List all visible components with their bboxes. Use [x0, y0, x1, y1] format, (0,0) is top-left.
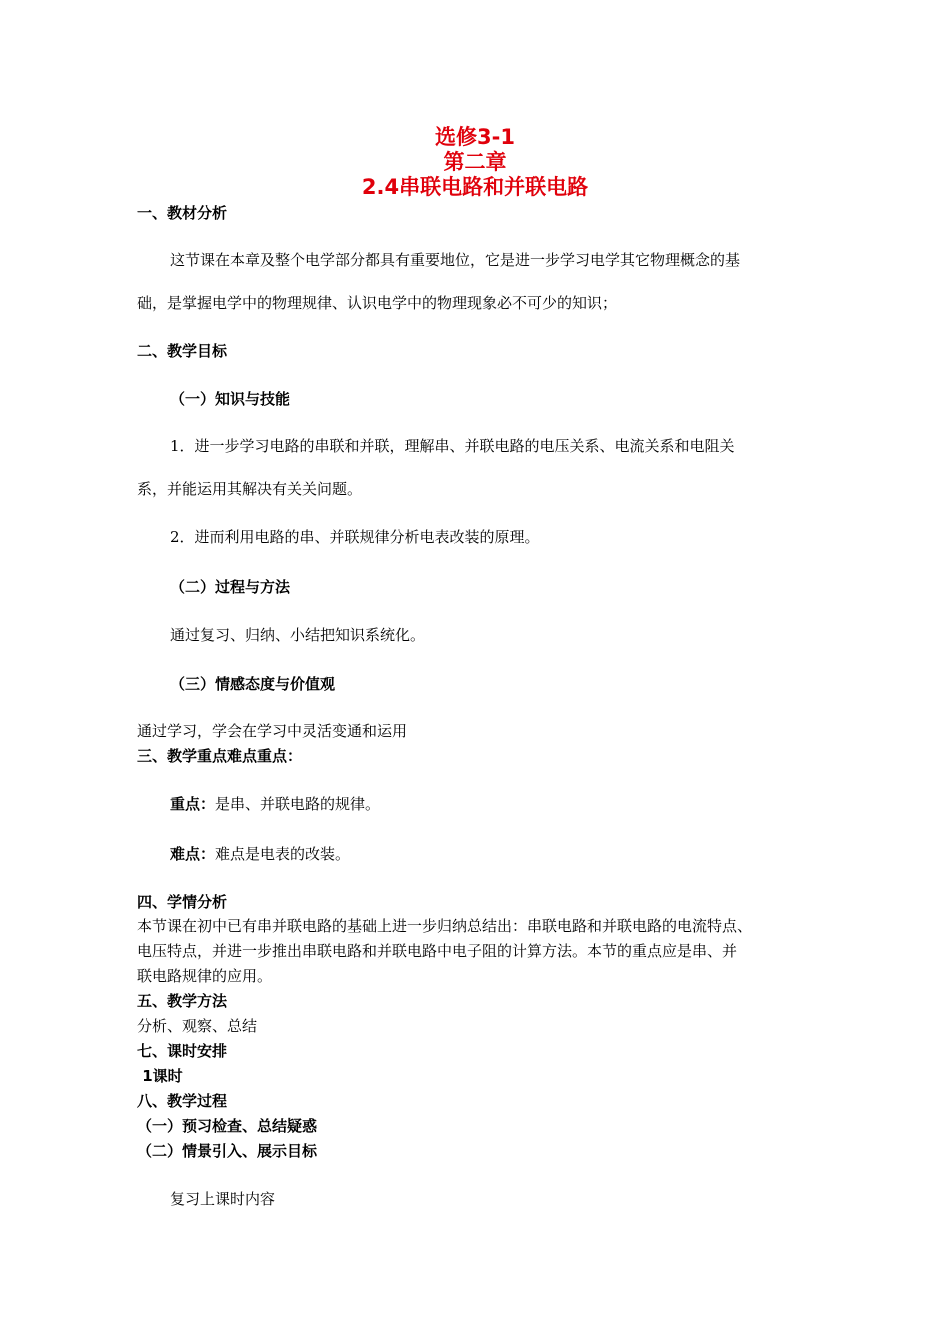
paragraph-line: 联电路规律的应用。: [137, 967, 273, 985]
subsection-heading-attitude-values: （三）情感态度与价值观: [170, 675, 336, 693]
paragraph-line: 通过学习，学会在学习中灵活变通和运用: [137, 722, 408, 740]
paragraph-line: 这节课在本章及整个电学部分都具有重要地位，它是进一步学习电学其它物理概念的基: [170, 251, 741, 269]
paragraph-line: 1课时: [137, 1067, 183, 1085]
paragraph-line: 本节课在初中已有串并联电路的基础上进一步归纳总结出：串联电路和并联电路的电流特点、: [137, 917, 753, 935]
paragraph-line: 础，是掌握电学中的物理规律、认识电学中的物理现象必不可少的知识；: [137, 294, 618, 312]
paragraph-line: 复习上课时内容: [170, 1190, 276, 1208]
section-heading-teaching-methods: 五、教学方法: [137, 992, 228, 1010]
doc-title-chapter: 第二章: [443, 150, 507, 174]
section-heading-teaching-process: 八、教学过程: [137, 1092, 228, 1110]
section-heading-class-schedule: 七、课时安排: [137, 1042, 228, 1060]
paragraph-line: 分析、观察、总结: [137, 1017, 258, 1035]
key-point-label: 重点：: [170, 795, 216, 813]
subsection-heading-process-methods: （二）过程与方法: [170, 578, 291, 596]
difficult-point-text: 难点是电表的改装。: [215, 845, 351, 863]
difficult-point-line: [170, 844, 350, 864]
doc-title-lesson: 2.4串联电路和并联电路: [361, 175, 589, 199]
section-heading-key-difficult-points: 三、教学重点难点重点：: [137, 747, 303, 765]
key-point-line: [170, 794, 380, 814]
paragraph-line: 通过复习、归纳、小结把知识系统化。: [170, 626, 426, 644]
list-item: 2．进而利用电路的串、并联规律分析电表改装的原理。: [170, 528, 540, 546]
doc-title-course: 选修3-1: [435, 125, 515, 149]
key-point-text: 是串、并联电路的规律。: [215, 795, 381, 813]
subsection-heading-scenario-intro: （二）情景引入、展示目标: [137, 1142, 318, 1160]
list-item-line: 系，并能运用其解决有关关问题。: [137, 480, 363, 498]
section-heading-teaching-goals: 二、教学目标: [137, 342, 228, 360]
subsection-heading-preview-check: （一）预习检查、总结疑惑: [137, 1117, 318, 1135]
list-item-line: 1．进一步学习电路的串联和并联，理解串、并联电路的电压关系、电流关系和电阻关: [170, 437, 735, 455]
subsection-heading-knowledge-skills: （一）知识与技能: [170, 390, 291, 408]
difficult-point-label: 难点：: [170, 845, 216, 863]
section-heading-textbook-analysis: 一、教材分析: [137, 204, 228, 222]
paragraph-line: 电压特点，并进一步推出串联电路和并联电路中电子阻的计算方法。本节的重点应是串、并: [137, 942, 738, 960]
section-heading-student-analysis: 四、学情分析: [137, 893, 228, 911]
